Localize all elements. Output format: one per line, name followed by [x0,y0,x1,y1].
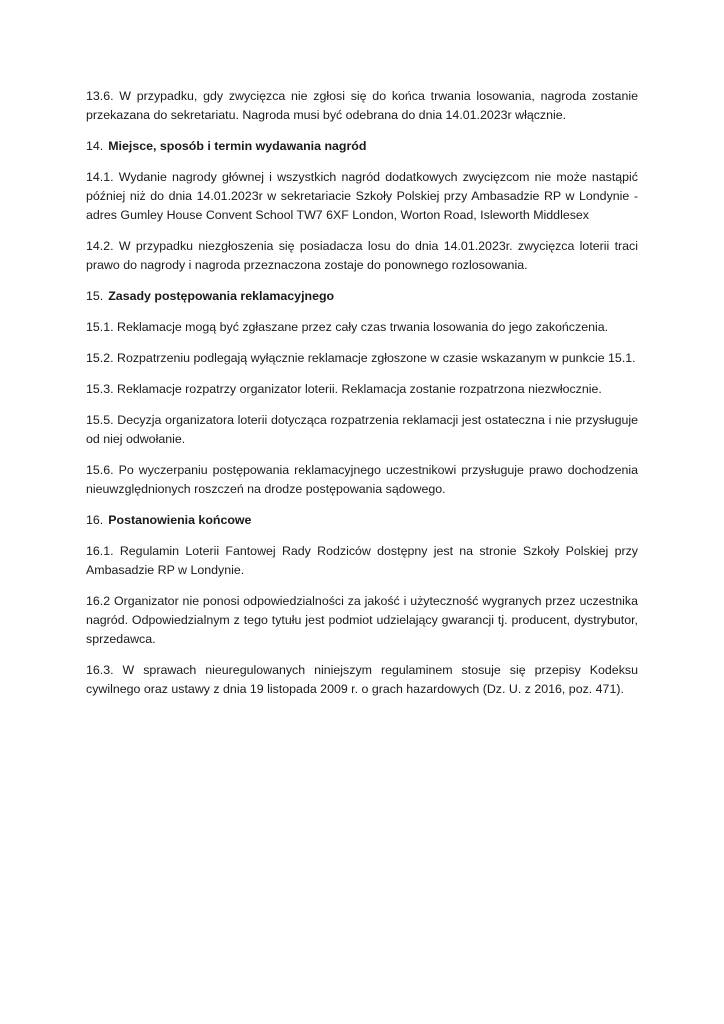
section-title: Miejsce, sposób i termin wydawania nagród [108,139,367,153]
section-number: 16. [86,513,104,527]
paragraph-14-2: 14.2. W przypadku niezgłoszenia się posiadacza losu do dnia 14.01.2023r. zwycięzca loterii traci prawo do nagrody i nagroda przeznaczona zostaje do ponownego rozlosowania. [86,239,638,272]
paragraph-15-1: 15.1. Reklamacje mogą być zgłaszane przez cały czas trwania losowania do jego zakończenia. [86,320,609,334]
section-heading-16 [86,511,638,530]
document-body [86,87,638,711]
paragraph-15-2: 15.2. Rozpatrzeniu podlegają wyłącznie reklamacje zgłoszone w czasie wskazanym w punkcie 15.1. [86,351,636,365]
section-heading-15 [86,287,638,306]
section-number: 15. [86,289,104,303]
section-number: 14. [86,139,104,153]
section-title: Postanowienia końcowe [108,513,252,527]
paragraph-13-6: 13.6. W przypadku, gdy zwycięzca nie zgłosi się do końca trwania losowania, nagroda zostanie przekazana do sekretariatu. Nagroda musi być odebrana do dnia 14.01.2023r włącznie. [86,89,638,122]
paragraph-15-6: 15.6. Po wyczerpaniu postępowania reklamacyjnego uczestnikowi przysługuje prawo dochodzenia nieuwzględnionych roszczeń na drodze postępowania sądowego. [86,463,638,496]
section-heading-14 [86,137,638,156]
paragraph-15-5: 15.5. Decyzja organizatora loterii dotycząca rozpatrzenia reklamacji jest ostateczna i nie przysługuje od niej odwołanie. [86,413,638,446]
section-title: Zasady postępowania reklamacyjnego [108,289,335,303]
paragraph-16-1: 16.1. Regulamin Loterii Fantowej Rady Rodziców dostępny jest na stronie Szkoły Polskiej przy Ambasadzie RP w Londynie. [86,544,638,577]
paragraph-16-2: 16.2 Organizator nie ponosi odpowiedzialności za jakość i użyteczność wygranych przez uczestnika nagród. Odpowiedzialnym z tego tytułu jest podmiot udzielający gwarancji tj. producent, dystrybutor, sprzedawca. [86,594,638,646]
paragraph-15-3: 15.3. Reklamacje rozpatrzy organizator loterii. Reklamacja zostanie rozpatrzona niezwłocznie. [86,382,602,396]
paragraph-16-3: 16.3. W sprawach nieuregulowanych niniejszym regulaminem stosuje się przepisy Kodeksu cywilnego oraz ustawy z dnia 19 listopada 2009 r. o grach hazardowych (Dz. U. z 2016, poz. 471). [86,663,638,696]
paragraph-14-1: 14.1. Wydanie nagrody głównej i wszystkich nagród dodatkowych zwycięzcom nie może nastąpić później niż do dnia 14.01.2023r w sekretariacie Szkoły Polskiej przy Ambasadzie RP w Londynie - adres Gumley House Convent School TW7 6XF London, Worton Road, Isleworth Middlesex [86,170,638,222]
